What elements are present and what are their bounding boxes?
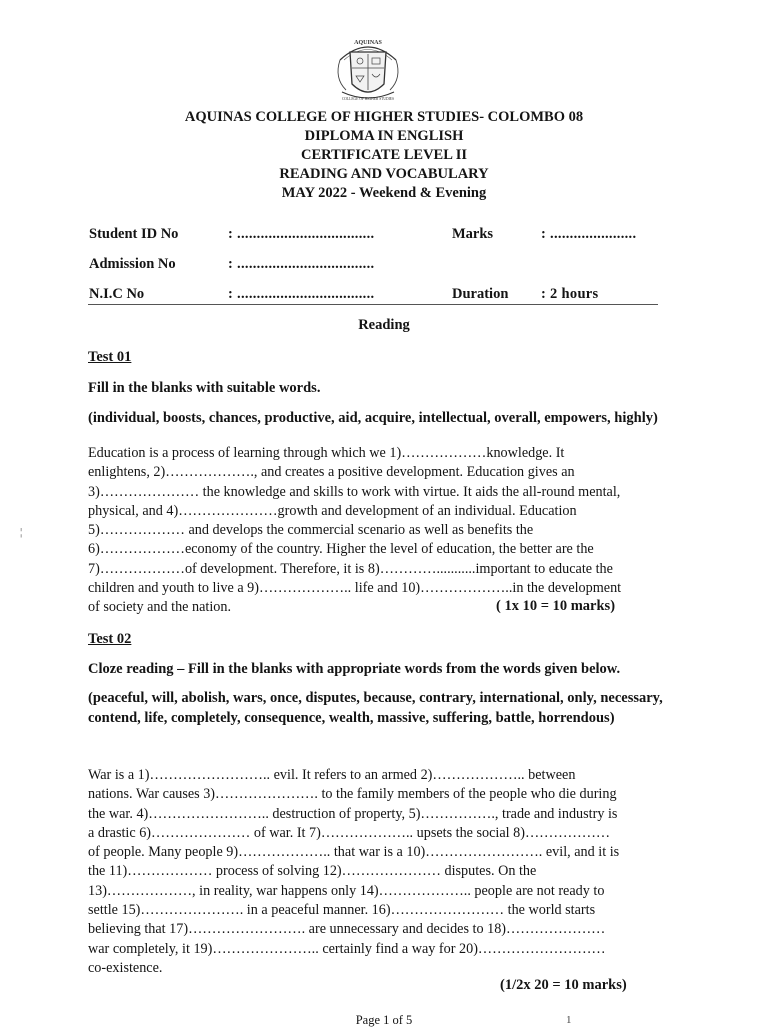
page-number: Page 1 of 5: [355, 1013, 413, 1027]
passage-line: 5)……………… and develops the commercial scenario as well as benefits the: [88, 522, 534, 539]
passage-line: nations. War causes 3)…………………. to the family members of the people who die during: [88, 786, 617, 803]
test-01-word-list: (individual, boosts, chances, productive, aid, acquire, intellectual, overall, empowers, highly): [88, 410, 658, 426]
test-01-marks: ( 1x 10 = 10 marks): [496, 598, 616, 614]
header-divider: [88, 304, 658, 305]
test-02-passage: [88, 766, 660, 978]
passage-line: the 11)……………… process of solving 12)………………… disputes. On the: [88, 863, 537, 880]
stray-page-mark: 1: [566, 1014, 572, 1026]
college-crest-logo: [326, 30, 410, 104]
passage-line: of society and the nation.: [88, 599, 232, 616]
college-name: AQUINAS COLLEGE OF HIGHER STUDIES- COLOMBO 08: [184, 109, 584, 125]
test-01-heading: Test 01: [88, 349, 132, 365]
admission-no-field[interactable]: : ...................................: [228, 256, 375, 272]
passage-line: War is a 1)…………………….. evil. It refers to an armed 2)……………….. between: [88, 767, 576, 783]
passage-line: believing that 17)……………………. are unnecessary and decides to 18)…………………: [88, 921, 606, 938]
passage-line: Education is a process of learning through which we 1)………………knowledge. It: [88, 445, 565, 461]
test-02-marks: (1/2x 20 = 10 marks): [500, 977, 627, 993]
test-02-word-list: (peaceful, will, abolish, wars, once, disputes, because, contrary, international, only, necessary, contend, life, completely, consequence, wealth, massive, suffering, battle, horrendous): [88, 690, 663, 726]
svg-text:COLLEGE OF HIGHER STUDIES: COLLEGE OF HIGHER STUDIES: [341, 97, 395, 101]
passage-line: enlightens, 2)………………., and creates a positive development. Education gives an: [88, 464, 575, 481]
svg-text:AQUINAS: AQUINAS: [354, 40, 382, 46]
programme-title: DIPLOMA IN ENGLISH: [304, 128, 464, 144]
duration-value: : 2 hours: [541, 286, 599, 302]
marks-label: Marks: [452, 226, 494, 242]
passage-line: war completely, it 19)………………….. certainly find a way for 20)………………………: [88, 940, 606, 957]
margin-mark-icon: ¦: [20, 526, 23, 538]
passage-line: physical, and 4)…………………growth and development of an individual. Education: [88, 502, 577, 519]
section-title-reading: Reading: [358, 317, 410, 333]
passage-line: settle 15)…………………. in a peaceful manner. 16)…………………… the world starts: [88, 902, 596, 919]
passage-line: 6)………………economy of the country. Higher the level of education, the better are the: [88, 541, 594, 558]
passage-line: 7)………………of development. Therefore, it is 8)…………...........important to educate the: [88, 560, 613, 577]
student-id-label: Student ID No: [89, 226, 179, 242]
duration-label: Duration: [452, 286, 509, 302]
certificate-level: CERTIFICATE LEVEL II: [300, 147, 468, 163]
test-02-instruction: Cloze reading – Fill in the blanks with appropriate words from the words given below.: [88, 661, 621, 677]
passage-line: of people. Many people 9)……………….. that war is a 10)……………………. evil, and it is: [88, 844, 620, 861]
passage-line: co-existence.: [88, 959, 163, 976]
nic-no-field[interactable]: : ...................................: [228, 286, 375, 302]
student-id-field[interactable]: : ...................................: [228, 226, 375, 242]
passage-line: a drastic 6)………………… of war. It 7)……………….. upsets the social 8)………………: [88, 824, 611, 841]
passage-line: 3)………………… the knowledge and skills to work with virtue. It aids the all-round mental,: [88, 483, 621, 500]
paper-title: READING AND VOCABULARY: [279, 166, 489, 182]
test-01-instruction: Fill in the blanks with suitable words.: [88, 380, 321, 396]
marks-field[interactable]: : ......................: [541, 226, 637, 242]
passage-line: 13)………………, in reality, war happens only 14)……………….. people are not ready to: [88, 882, 605, 899]
exam-header: [0, 108, 768, 203]
passage-line: the war. 4)…………………….. destruction of property, 5)……………., trade and industry is: [88, 805, 618, 822]
nic-no-label: N.I.C No: [89, 286, 145, 302]
test-02-heading: Test 02: [88, 631, 132, 647]
test-01-passage: [88, 444, 660, 618]
admission-no-label: Admission No: [89, 256, 176, 272]
exam-session: MAY 2022 - Weekend & Evening: [281, 185, 487, 201]
passage-line: children and youth to live a 9)……………….. life and 10)………………..in the development: [88, 580, 622, 597]
